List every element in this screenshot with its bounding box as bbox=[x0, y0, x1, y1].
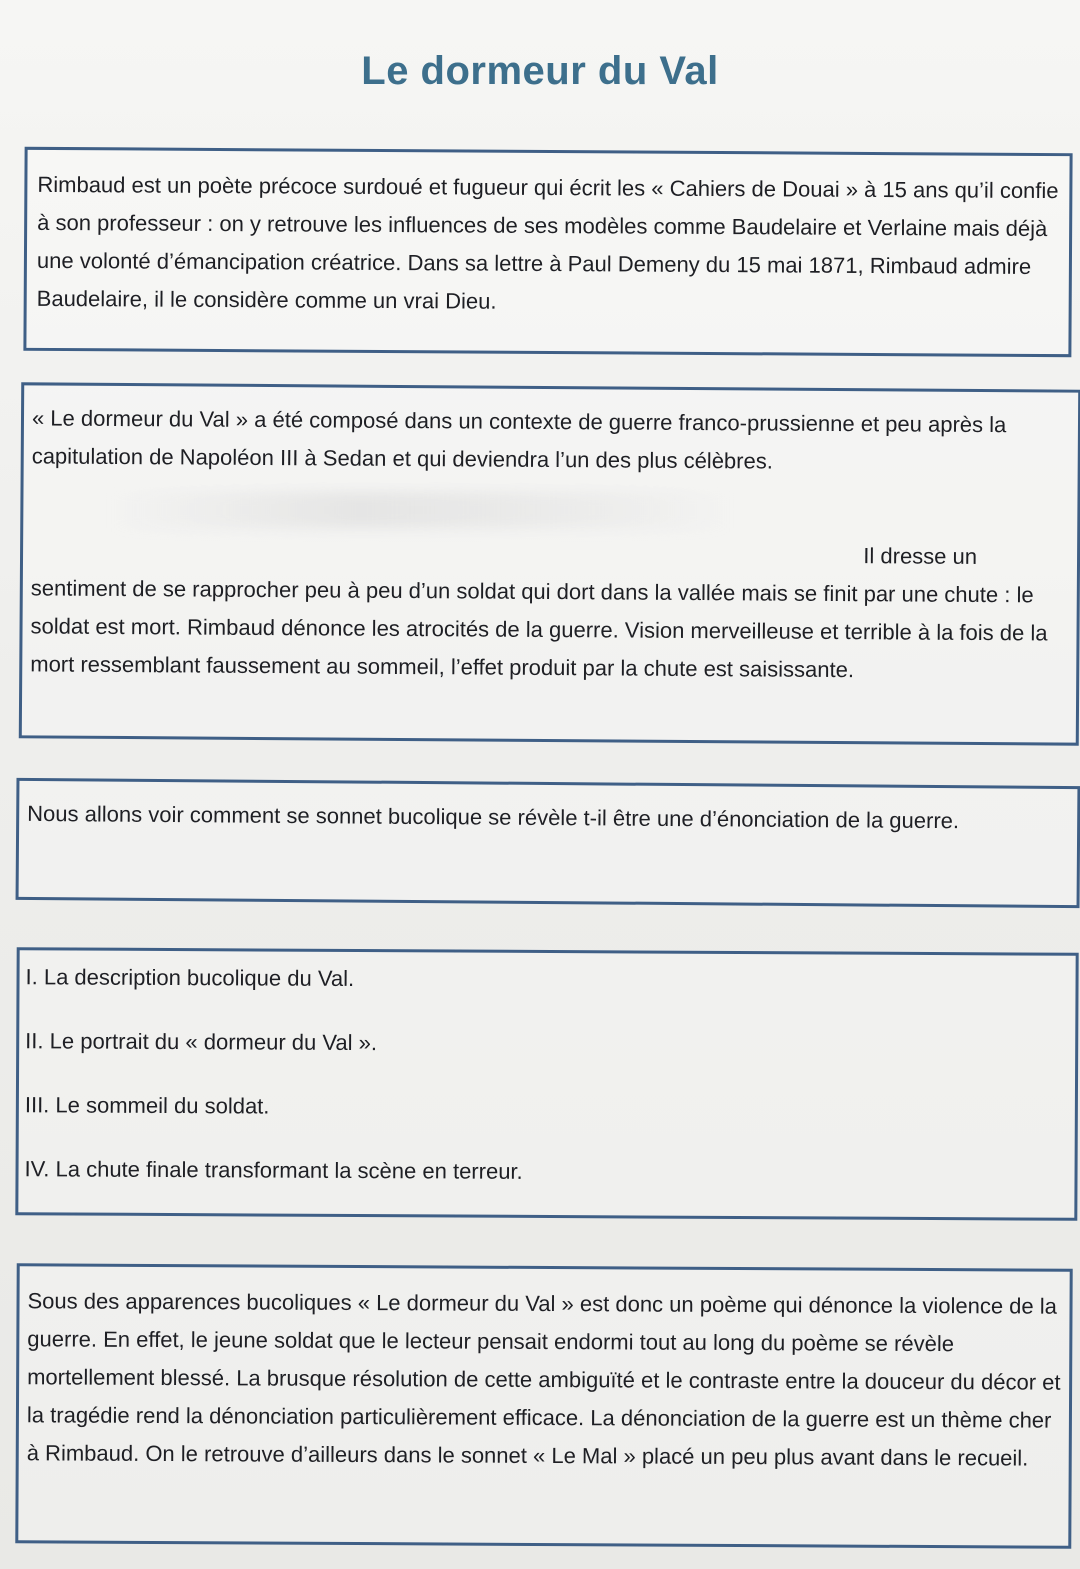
plan-item: II. Le portrait du « dormeur du Val ». bbox=[25, 1028, 378, 1056]
context-box bbox=[19, 382, 1080, 745]
context-paragraph-2 bbox=[30, 531, 1069, 690]
context-paragraph-2-lead: Il dresse un bbox=[863, 543, 978, 569]
plan-item: IV. La chute finale transformant la scène en terreur. bbox=[24, 1156, 523, 1184]
plan-box bbox=[15, 947, 1078, 1221]
page-title: Le dormeur du Val bbox=[361, 48, 719, 93]
intro-box bbox=[23, 147, 1072, 357]
plan-item: III. Le sommeil du soldat. bbox=[24, 1092, 270, 1119]
context-paragraph-2-rest: sentiment de se rapprocher peu à peu d’un soldat qui dort dans la vallée mais se finit par une chute : le soldat est mort. Rimbaud dénonce les atrocités de la guerre. Vision merveilleuse et terrible à la fois de la mort ressemblant faussement au sommeil, l’effet produit par la chute est saisissante. bbox=[30, 575, 1048, 683]
problematic-box bbox=[16, 778, 1080, 908]
conclusion-paragraph: Sous des apparences bucoliques « Le dormeur du Val » est donc un poème qui dénonce la violence de la guerre. En effet, le jeune soldat que le lecteur pensait endormi tout au long du poème se révèle mortellement blessé. La brusque résolution de cette ambiguïté et le contraste entre la douceur du décor et la tragédie rend la dénonciation particulièrement efficace. La dénonciation de la guerre est un thème cher à Rimbaud. On le retrouve d’ailleurs dans le sonnet « Le Mal » placé un peu plus avant dans le recueil. bbox=[26, 1288, 1061, 1471]
intro-paragraph: Rimbaud est un poète précoce surdoué et fugueur qui écrit les « Cahiers de Douai » à 15 ans qu’il confie à son professeur : on y retrouve les influences de ses modèles comme Baudelaire et Verlaine mais déjà une volonté d’émancipation créatrice. Dans sa lettre à Paul Demeny du 15 mai 1871, Rimbaud admire Baudelaire, il le considère comme un vrai Dieu. bbox=[36, 171, 1059, 314]
problematic-text: Nous allons voir comment se sonnet bucolique se révèle t-il être une d’énonciation de la guerre. bbox=[27, 800, 960, 834]
context-paragraph-1: « Le dormeur du Val » a été composé dans un contexte de guerre franco-prussienne et peu après la capitulation de Napoléon III à Sedan et qui deviendra l’un des plus célèbres. bbox=[31, 405, 1007, 474]
plan-item: I. La description bucolique du Val. bbox=[25, 964, 355, 991]
conclusion-box bbox=[15, 1263, 1072, 1549]
